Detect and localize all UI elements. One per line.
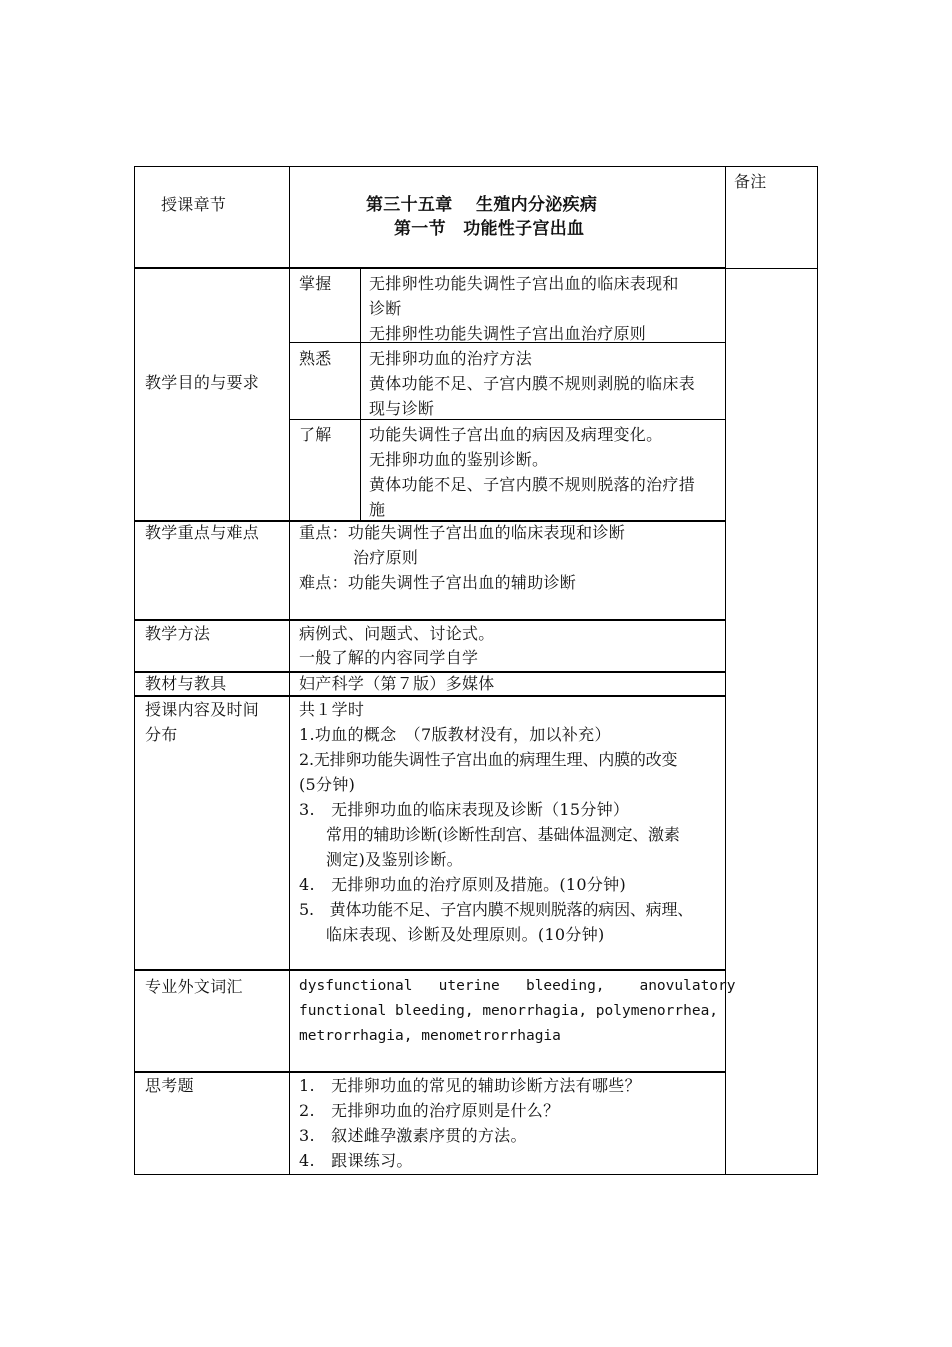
chapter-label: 授课章节 [161,195,227,214]
remarks-label: 备注 [734,172,767,191]
understand-line: 施 [369,500,386,519]
key-points-label: 教学重点与难点 [145,523,260,542]
question-item: 2. 无排卵功血的治疗原则是什么？ [299,1101,560,1120]
master-line: 无排卵性功能失调性子宫出血治疗原则 [369,324,647,343]
questions-label: 思考题 [145,1076,194,1095]
objectives-label: 教学目的与要求 [145,373,260,392]
methods-line: 病例式、问题式、讨论式。 [299,624,495,643]
content-line: 测定)及鉴别诊断。 [326,850,463,869]
content-line: 3. 无排卵功血的临床表现及诊断（15分钟） [299,800,630,819]
familiar-level: 熟悉 [299,349,332,368]
key-points-line: 重点：功能失调性子宫出血的临床表现和诊断 [299,523,626,542]
understand-line: 黄体功能不足、子宫内膜不规则脱落的治疗措 [369,475,696,494]
key-points-line: 治疗原则 [353,548,419,567]
content-line: (5分钟) [299,775,356,794]
understand-level: 了解 [299,425,332,444]
content-line: 共１学时 [299,700,365,719]
familiar-line: 黄体功能不足、子宫内膜不规则剥脱的临床表 [369,374,696,393]
methods-label: 教学方法 [145,624,211,643]
materials-value: 妇产科学（第７版）多媒体 [299,674,495,693]
familiar-line: 现与诊断 [369,399,435,418]
question-item: 1. 无排卵功血的常见的辅助诊断方法有哪些？ [299,1076,641,1095]
vocabulary-label: 专业外文词汇 [145,977,243,996]
materials-label: 教材与教具 [145,674,227,693]
content-line: 5. 黄体功能不足、子宫内膜不规则脱落的病因、病理、 [299,900,694,919]
question-item: 3. 叙述雌孕激素序贯的方法。 [299,1126,527,1145]
master-line: 无排卵性功能失调性子宫出血的临床表现和 [369,274,679,293]
lesson-plan-table [134,166,818,1175]
methods-line: 一般了解的内容同学自学 [299,648,479,667]
content-line: 2.无排卵功能失调性子宫出血的病理生理、内膜的改变 [299,750,678,769]
master-line: 诊断 [369,299,402,318]
master-level: 掌握 [299,274,332,293]
understand-line: 无排卵功血的鉴别诊断。 [369,450,549,469]
content-line: 1.功血的概念 （7版教材没有，加以补充） [299,725,611,744]
key-points-line: 难点：功能失调性子宫出血的辅助诊断 [299,573,577,592]
content-line: 4. 无排卵功血的治疗原则及措施。(10分钟) [299,875,627,894]
section-title: 第一节 功能性子宫出血 [394,219,585,239]
understand-line: 功能失调性子宫出血的病因及病理变化。 [369,425,663,444]
familiar-line: 无排卵功血的治疗方法 [369,349,533,368]
content-label: 分布 [145,725,178,744]
content-label: 授课内容及时间 [145,700,260,719]
chapter-title: 第三十五章 生殖内分泌疾病 [366,195,598,215]
vocabulary-line: dysfunctional uterine bleeding, anovulatory [299,978,736,994]
content-line: 常用的辅助诊断(诊断性刮宫、基础体温测定、激素 [326,825,680,844]
vocabulary-line: functional bleeding, menorrhagia, polymenorrhea, [299,1003,719,1019]
vocabulary-line: metrorrhagia, menometrorrhagia [299,1028,561,1044]
question-item: 4. 跟课练习。 [299,1151,413,1170]
content-line: 临床表现、诊断及处理原则。(10分钟) [326,925,605,944]
